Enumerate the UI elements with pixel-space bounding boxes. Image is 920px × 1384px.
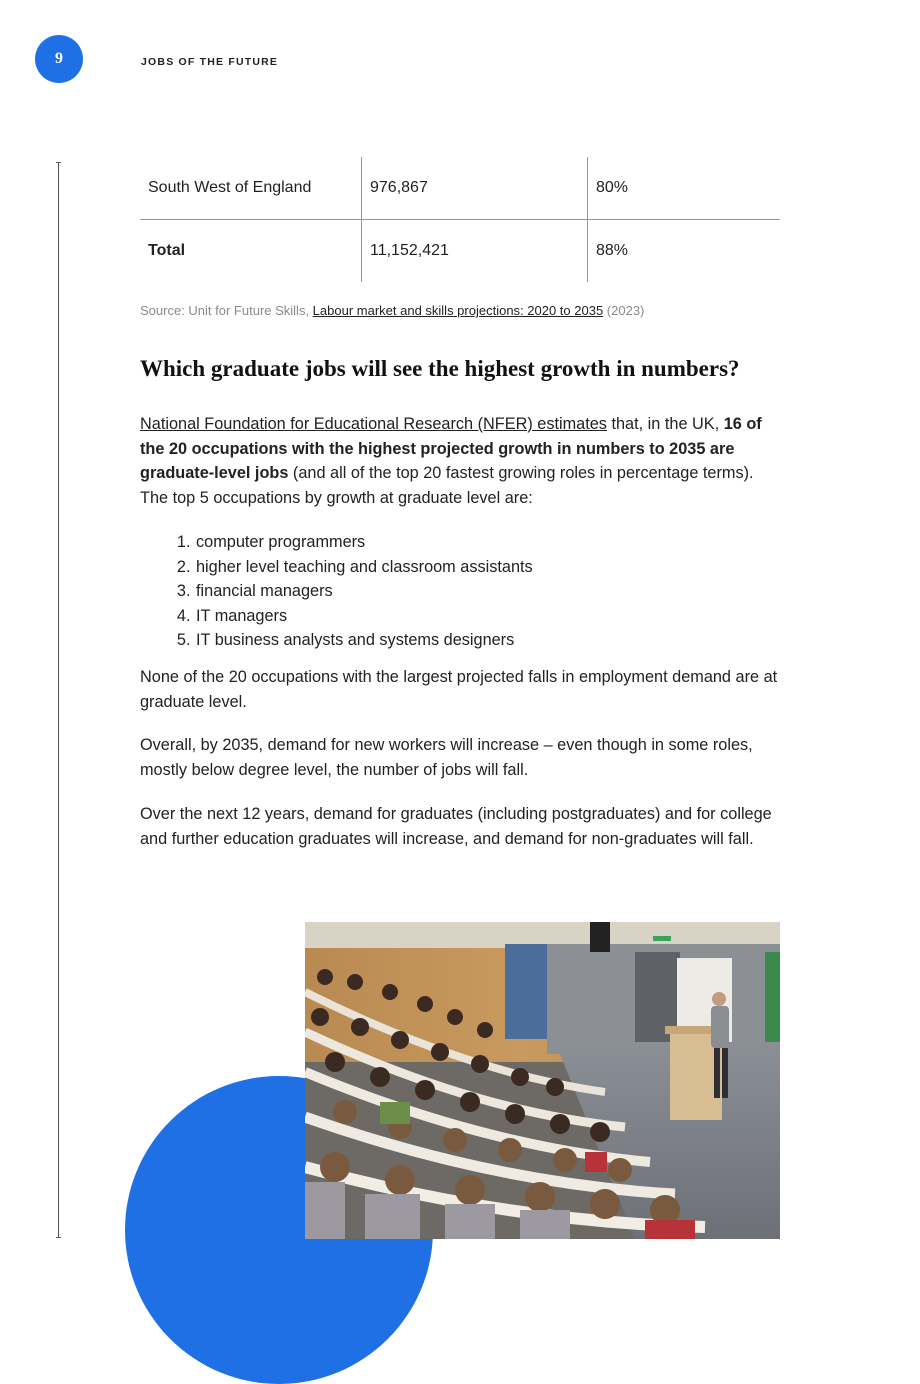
- nfer-link[interactable]: National Foundation for Educational Research (NFER) estimates: [140, 415, 607, 433]
- running-title: JOBS OF THE FUTURE: [141, 56, 279, 68]
- percent-cell: 88%: [588, 220, 781, 283]
- body-paragraph: Over the next 12 years, demand for graduates (including postgraduates) and for college and further education graduates will increase, and demand for non-graduates will fall.: [140, 805, 772, 848]
- list-item: 4. IT managers: [195, 604, 795, 629]
- side-rule: [58, 162, 59, 1238]
- top-occupations-list: [140, 530, 795, 653]
- percent-cell: 80%: [588, 157, 781, 220]
- body-paragraph: Overall, by 2035, demand for new workers will increase – even though in some roles, mostly below degree level, the number of jobs will fall.: [140, 736, 753, 779]
- source-link[interactable]: Labour market and skills projections: 2020 to 2035: [312, 303, 604, 318]
- table-source: Source: Unit for Future Skills, Labour market and skills projections: 2020 to 2035 (2023): [140, 303, 645, 318]
- table-row: [140, 157, 780, 220]
- count-cell: 976,867: [362, 157, 588, 220]
- region-cell: South West of England: [140, 157, 362, 220]
- intro-paragraph: National Foundation for Educational Research (NFER) estimates that, in the UK, 16 of the 20 occupations with the highest projected growth in numbers to 2035 are graduate-level jobs (and all of the top 20 fastest growing roles in percentage terms). The top 5 occupations by growth at graduate level are:: [140, 415, 762, 507]
- table-row-total: [140, 220, 780, 283]
- count-cell: 11,152,421: [362, 220, 588, 283]
- region-cell: Total: [148, 242, 186, 259]
- list-item: 2. higher level teaching and classroom assistants: [195, 555, 795, 580]
- page-number-badge: 9: [35, 35, 83, 83]
- regional-table: [140, 157, 780, 282]
- list-item: 1. computer programmers: [195, 530, 795, 555]
- lecture-hall-photo: [305, 922, 780, 1239]
- list-item: 5. IT business analysts and systems designers: [195, 628, 795, 653]
- section-heading: Which graduate jobs will see the highest growth in numbers?: [140, 356, 740, 381]
- body-paragraph: None of the 20 occupations with the largest projected falls in employment demand are at graduate level.: [140, 668, 778, 711]
- list-item: 3. financial managers: [195, 579, 795, 604]
